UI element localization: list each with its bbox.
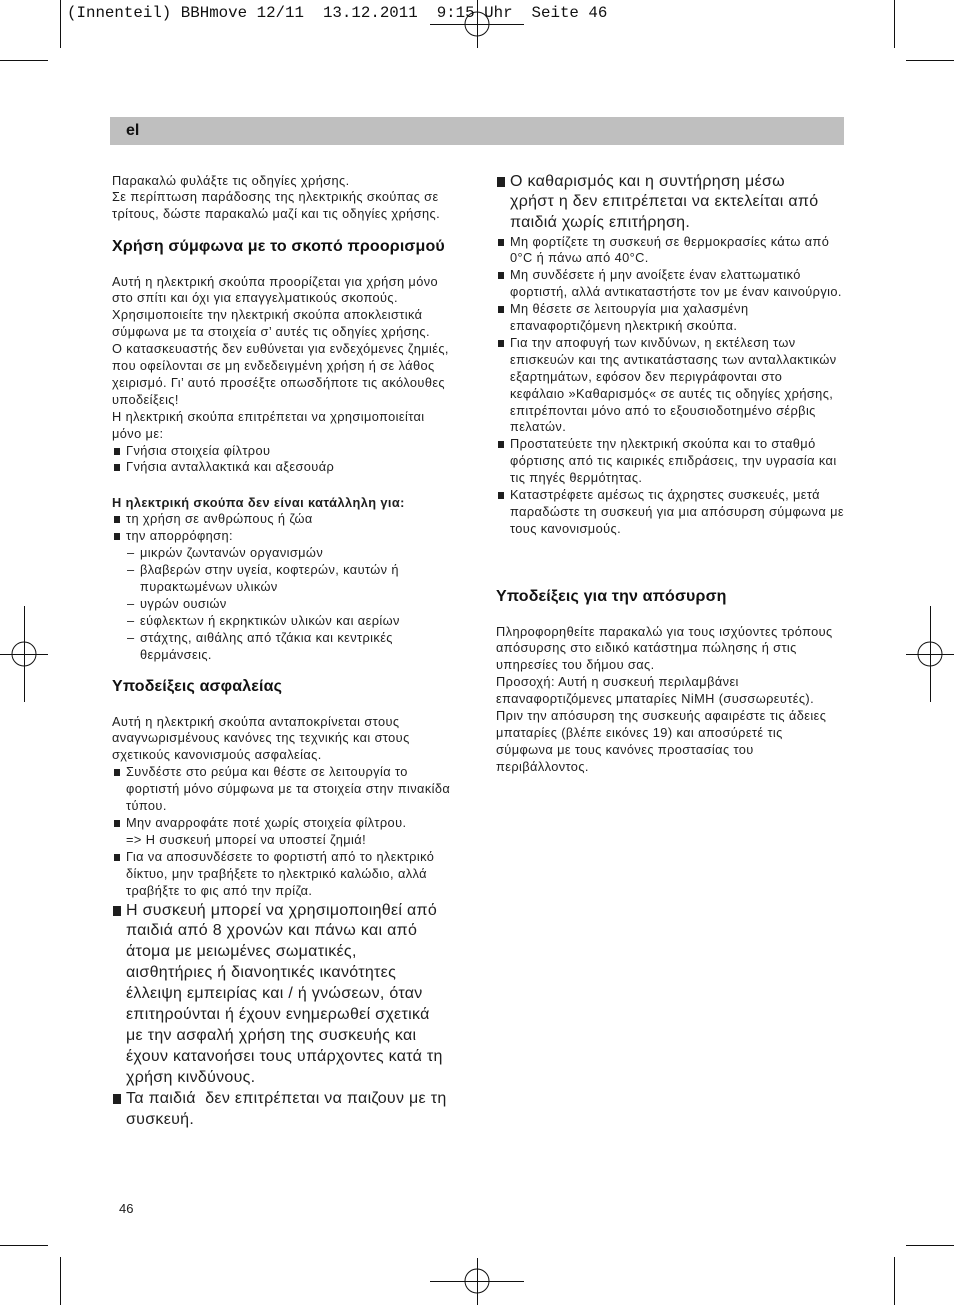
list-item	[112, 459, 482, 476]
list-item	[496, 335, 876, 436]
dash-item	[126, 562, 482, 596]
absorption-sublist	[126, 545, 482, 663]
bullet-square-icon	[496, 436, 510, 487]
registration-mark-right	[906, 606, 954, 702]
list-item-text: Συνδέστε στο ρεύμα και θέστε σε λειτουργία το φορτιστή μόνο σύμφωνα με τα στοιχεία στην πινακίδα τύπου.	[126, 764, 451, 814]
language-code: el	[126, 122, 140, 139]
list-item-text: Μη συνδέσετε ή μην ανοίξετε έναν ελαττωματικό φορτιστή, αλλά αντικαταστήστε τον με έναν καινούργιο.	[510, 267, 842, 300]
bullet-square-icon	[112, 443, 126, 460]
dash-marker: –	[127, 562, 135, 578]
bullet-square-icon	[496, 487, 510, 538]
list-item-large	[112, 901, 482, 1089]
list-item-text: Προστατεύετε την ηλεκτρική σκούπα και το σταθμό φόρτισης από τις καιρικές επιδράσεις, την υγρασία και τις πηγές θερμότητας.	[510, 436, 837, 486]
registration-mark-bottom	[430, 1258, 524, 1305]
list-item-text: Η συσκευή μπορεί να χρησιμοποιηθεί από παιδιά από 8 χρονών και πάνω και από άτομα με μειωμένες σωματικές, αισθητήριες ή διανοητικές ικανότητες έλλειψη εμπειρίας και / ή γνώσεων, όταν επιτηρούνται ή έχουν ενημερωθεί σχετικά με την ασφαλή χρήση της συσκευής και έχουν κατανοήσει τους υπάρχοντες κατά τη χρήση κινδύνους.	[126, 901, 443, 1086]
children-safety-block	[112, 901, 482, 1131]
bullet-square-icon	[112, 511, 126, 528]
page-number: 46	[119, 1200, 134, 1216]
list-item-large	[112, 1089, 482, 1131]
dash-marker: –	[127, 629, 135, 645]
list-item-text: Τα παιδιά δεν επιτρέπεται να παιζουν με τη συσκευή.	[126, 1089, 447, 1128]
disposal-block	[496, 624, 876, 776]
bullet-square-icon	[496, 301, 510, 335]
list-item-text: την απορρόφηση:	[126, 528, 233, 544]
dash-marker: –	[127, 545, 135, 561]
list-item	[112, 443, 482, 460]
device-safety-block	[496, 234, 876, 538]
list-item-text: Για την αποφυγή των κινδύνων, η εκτέλεση των επισκευών και της αντικατάστασης των ανταλλακτικών εξαρτημάτων, εφόσον δεν περιγράφονται στο κεφάλαιο »Καθαρισμός« σε αυτές τις οδηγίες χρήσης, επιτρέπονται μόνο από το εξουσιοδοτημένο σέρβις πελατών.	[510, 334, 837, 435]
bullet-square-icon	[112, 528, 126, 545]
registration-mark-left	[0, 606, 48, 702]
list-item-text: Γνήσια στοιχεία φίλτρου	[126, 442, 271, 458]
list-item	[112, 764, 482, 815]
dash-marker: –	[127, 595, 135, 611]
children-cleaning-block	[496, 172, 876, 235]
dash-item-text: μικρών ζωντανών οργανισμών	[140, 545, 324, 561]
crop-mark-top-right	[895, 0, 954, 61]
bullet-square-icon	[496, 234, 510, 268]
safety-text: Αυτή η ηλεκτρική σκούπα ανταποκρίνεται στους αναγνωρισμένους κανόνες της τεχνικής και στους σχετικούς κανονισμούς ασφαλείας.	[112, 713, 410, 763]
print-slug: (Innenteil) BBHmove 12/11 13.12.2011 9:15 Uhr Seite 46	[67, 4, 608, 22]
list-item	[496, 487, 876, 538]
crop-mark-top-left	[0, 0, 61, 61]
crop-mark-bottom-left	[0, 1246, 61, 1305]
list-item-text: Ο καθαρισμός και η συντήρηση μέσω χρήστ η δεν επιτρέπεται να εκτελείται από παιδιά χωρίς επιτήρηση.	[510, 172, 819, 232]
bullet-square-icon	[112, 815, 126, 849]
list-item	[112, 849, 482, 900]
list-item-large	[496, 172, 876, 235]
list-item	[496, 267, 876, 301]
dash-item	[126, 596, 482, 613]
list-item-text: Για να αποσυνδέσετε το φορτιστή από το ηλεκτρικό δίκτυο, μην τραβήξετε το ηλεκτρικό καλώδιο, αλλά τραβήξτε το φις από την πρίζα.	[126, 848, 435, 898]
bullet-square-icon	[112, 849, 126, 900]
list-item	[112, 815, 482, 849]
bullet-square-icon	[496, 267, 510, 301]
dash-item	[126, 613, 482, 630]
dash-item-text: υγρών ουσιών	[140, 595, 227, 611]
list-item	[112, 528, 482, 545]
dash-item-text: εύφλεκτων ή εκρηκτικών υλικών και αερίων	[140, 612, 400, 628]
list-item-text: Καταστρέφετε αμέσως τις άχρηστες συσκευές, μετά παραδώστε τη συσκευή για μια απόσυρση σύμφωνα με τους κανονισμούς.	[510, 487, 844, 536]
bullet-square-icon	[112, 1089, 126, 1131]
intro-block	[112, 173, 482, 224]
unsuitable-block	[112, 495, 482, 664]
bullet-square-icon	[496, 335, 510, 436]
list-item-text: Μην αναρροφάτε ποτέ χωρίς στοιχεία φίλτρου. => Η συσκευή μπορεί να υποστεί ζημιά!	[126, 814, 407, 847]
list-item	[496, 234, 876, 268]
intro-text: Παρακαλώ φυλάξτε τις οδηγίες χρήσης. Σε περίπτωση παράδοσης της ηλεκτρικής σκούπας σε τρίτους, δώστε παρακαλώ μαζί και τις οδηγίες χρήσης.	[112, 172, 441, 222]
bullet-square-icon	[496, 172, 510, 235]
disposal-text: Πληροφορηθείτε παρακαλώ για τους ισχύοντες τρόπους απόσυρσης στο ειδικό κατάστημα πώλησης ή στις υπηρεσίες του δήμου σας. Προσοχή: Αυτή η συσκευή περιλαμβάνει επαναφορτιζόμενες μπαταρίες NiMH (συσσωρευτές). Πριν την απόσυρση της συσκευής αφαιρέστε τις άδειες μπαταρίες (βλέπε εικόνες 19) και αποσύρετέ τις σύμφωνα με τους κανόνες προστασίας του περιβάλλοντος.	[496, 623, 833, 774]
section-heading-intended-use: Χρήση σύμφωνα με το σκοπό προορισμού	[112, 238, 445, 255]
unsuitable-heading: Η ηλεκτρική σκούπα δεν είναι κατάλληλη για:	[112, 494, 405, 510]
list-item-text: Μη φορτίζετε τη συσκευή σε θερμοκρασίες κάτω από 0°C ή πάνω από 40°C.	[510, 233, 830, 266]
bullet-square-icon	[112, 459, 126, 476]
dash-item-text: στάχτης, αιθάλης από τζάκια και κεντρικές θερμάνσεις.	[140, 629, 393, 662]
bullet-square-icon	[112, 901, 126, 1089]
section-heading-safety: Υποδείξεις ασφαλείας	[112, 678, 283, 695]
section-heading-disposal: Υποδείξεις για την απόσυρση	[496, 588, 727, 605]
list-item-text: τη χρήση σε ανθρώπους ή ζώα	[126, 511, 313, 527]
language-bar	[110, 117, 844, 145]
list-item	[112, 511, 482, 528]
dash-item	[126, 630, 482, 664]
list-item-text: Γνήσια ανταλλακτικά και αξεσουάρ	[126, 459, 335, 475]
dash-marker: –	[127, 612, 135, 628]
crop-mark-bottom-right	[895, 1246, 954, 1305]
list-item-text: Μη θέσετε σε λειτουργία μια χαλασμένη επαναφορτιζόμενη ηλεκτρική σκούπα.	[510, 301, 749, 334]
bullet-square-icon	[112, 764, 126, 815]
list-item	[496, 436, 876, 487]
intended-use-text: Αυτή η ηλεκτρική σκούπα προορίζεται για χρήση μόνο στο σπίτι και όχι για επαγγελματικούς σκοπούς. Χρησιμοποιείτε την ηλεκτρική σκούπα αποκλειστικά σύμφωνα με τα στοιχεία σ’ αυτές τις οδηγίες χρήσης. Ο κατασκευαστής δεν ευθύνεται για ενδεχόμενες ζημιές, που οφείλονται σε μη ενδεδειγμένη χρήση ή σε λάθος χειρισμό. Γι’ αυτό προσέξτε οπωσδήποτε τις ακόλουθες υποδείξεις! Η ηλεκτρική σκούπα επιτρέπεται να χρησιμοποιείται μόνο με:	[112, 273, 449, 441]
list-item	[496, 301, 876, 335]
safety-block	[112, 714, 482, 900]
dash-item-text: βλαβερών στην υγεία, κοφτερών, καυτών ή πυρακτωμένων υλικών	[140, 562, 399, 595]
intended-use-block	[112, 274, 482, 477]
dash-item	[126, 545, 482, 562]
